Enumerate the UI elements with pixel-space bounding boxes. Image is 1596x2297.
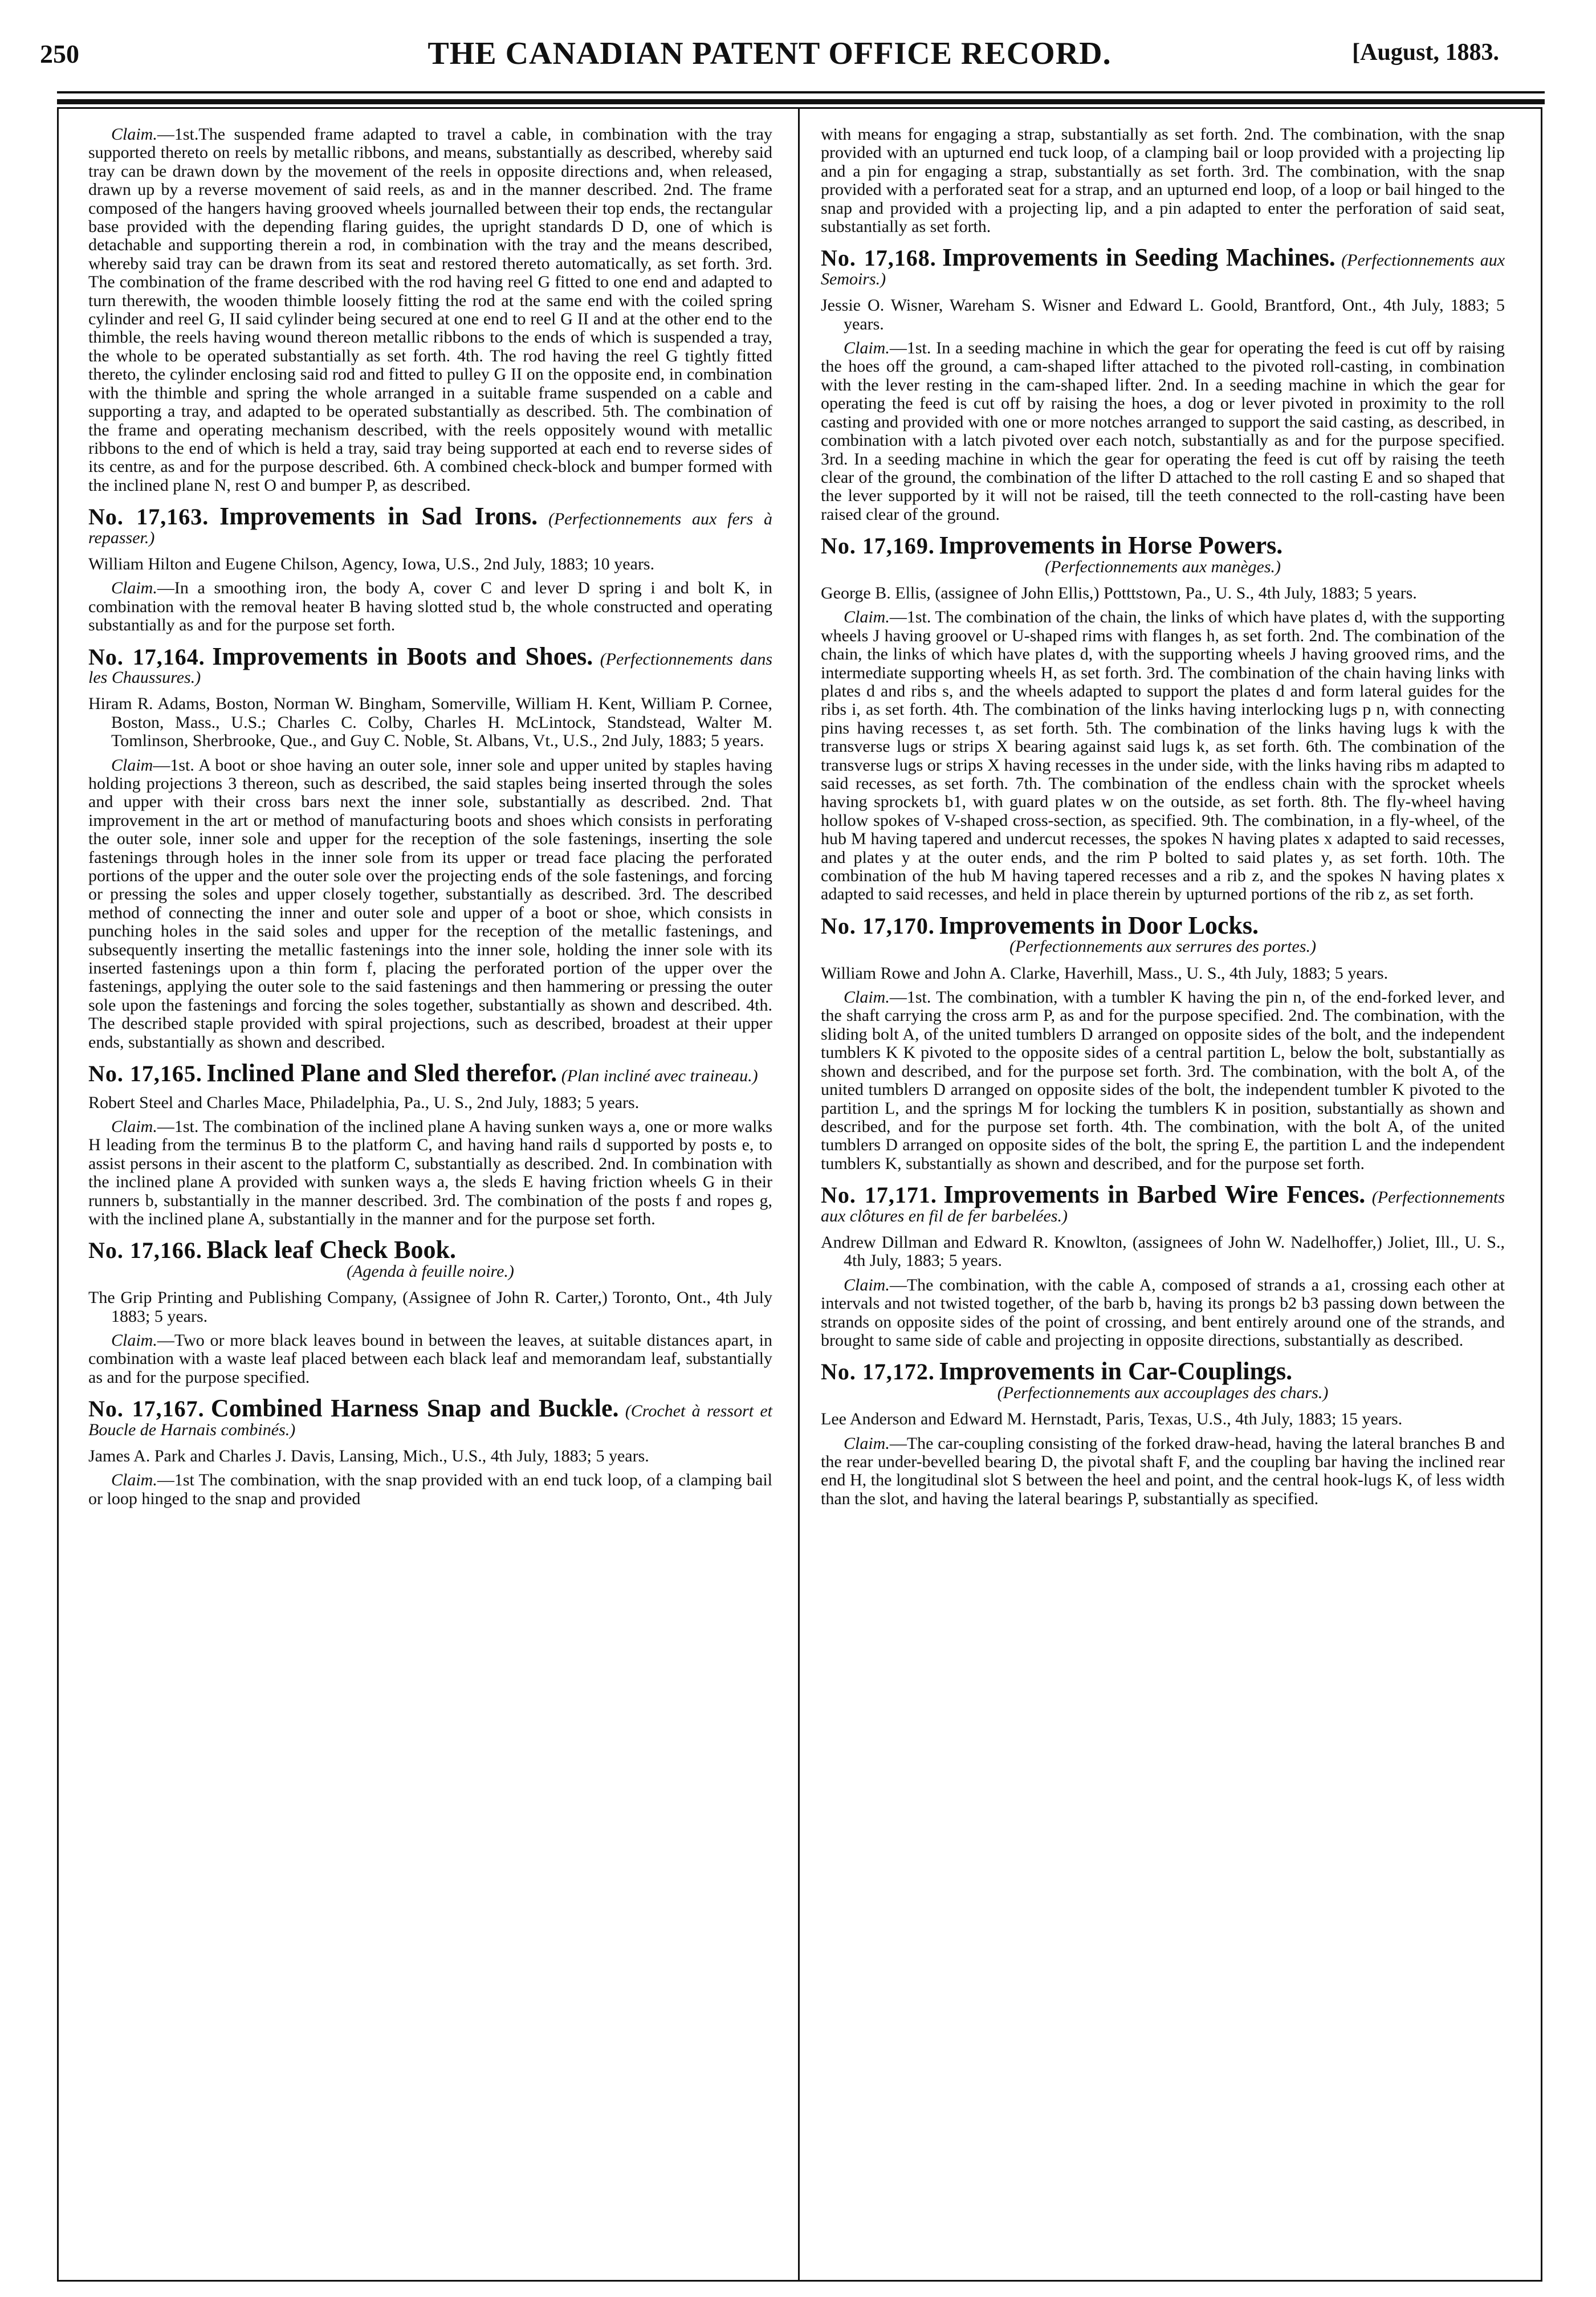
patent-number: No. 17,172.	[821, 1359, 935, 1385]
patent-entry-17170	[821, 911, 1505, 1173]
patent-heading	[821, 911, 1505, 956]
patent-heading	[88, 642, 773, 687]
patent-title: Improvements in Door Locks.	[939, 911, 1259, 939]
patent-claim	[88, 579, 772, 634]
patent-french-title: (Crochet à ressort et Boucle de Harnais combinés.)	[88, 1402, 772, 1439]
patent-entry-17168	[821, 243, 1505, 524]
patent-inventors: William Rowe and John A. Clarke, Haverhill, Mass., U. S., 4th July, 1883; 5 years.	[821, 963, 1389, 983]
patent-french-title: (Agenda à feuille noire.)	[347, 1261, 514, 1281]
patent-claim	[821, 608, 1505, 904]
page-header	[40, 27, 1499, 90]
claim-label: Claim.	[844, 339, 890, 358]
claim-text: —The car-coupling consisting of the forked draw-head, having the lateral branches B and the rear under-bevelled bearing D, the pivotal shaft F, and the coupling bar having the inclined rear end H, the longitudinal slot S between the heel and point, and the central hook-lugs K, of less width than the slot, and having the lateral bearings P, substantially as specified.	[821, 1433, 1505, 1508]
patent-number: No. 17,164.	[88, 644, 205, 670]
claim-text: —1st. The combination of the inclined plane A having sunken ways a, one or more walks H leading from the terminus B to the platform C, and having hand rails d supported by posts e, to assist persons in their ascent to the platform C, substantially as described. 2nd. In combination with the inclined plane A provided with sunken ways a, the sleds E having friction wheels G in their runners b, substantially in the manner described. 3rd. The combination of the posts f and ropes g, with the inclined plane A, substantially in the manner and for the purpose set forth.	[88, 1117, 772, 1228]
right-column	[821, 125, 1505, 1514]
claim-label: Claim.	[844, 988, 890, 1007]
patent-entry-17166	[88, 1236, 772, 1387]
patent-number: No. 17,165.	[88, 1061, 202, 1087]
patent-entry-17167	[88, 1394, 772, 1508]
claim-text: —1st. The combination of the chain, the links of which have plates d, with the supporting wheels J having groovel or U-shaped rims with flanges h, as set forth. 2nd. The combination of the chain, the links of which have plates d, with the supporting wheels J having grooved rims, and the intermediate supporting wheels H, as set forth. 3rd. The combination of the chain having links with plates d and ribs s, and the wheels adapted to support the plates d and form lateral guides for the ribs i, as set forth. 4th. The combination of the links having interlocking lugs p n, with connecting pins having recesses t, as set forth. 5th. The combination of the links having lugs k with the transverse lugs or strips X bearing against said lugs k, as set forth. 6th. The combination of the transverse lugs or strips X having recesses in the under side, with the links having ribs m adapted to said recesses, as set forth. 7th. The combination of the endless chain with the sprocket wheels having sprockets b1, with guard plates w on the outside, as set forth. 8th. The fly-wheel having hollow spokes of V-shaped cross-section, as specified. 9th. The combination, in a fly-wheel, of the hub M having tapered and undercut recesses, the spokes N having plates x adapted to said recesses, and plates y at the outer ends, and the rim P bolted to said plates y, as set forth. 10th. The combination of the hub M having tapered recesses and a rib z, and the spokes N having plates x adapted to said recesses, and held in place therein by upturned portions of the rib z, as set forth.	[821, 608, 1505, 904]
patent-claim	[821, 1276, 1505, 1350]
patent-entry-17169	[821, 531, 1505, 904]
patent-claim	[88, 1118, 772, 1228]
patent-number: No. 17,170.	[821, 913, 935, 939]
claim-label: Claim.	[111, 125, 157, 144]
patent-title: Improvements in Sad Irons.	[219, 502, 538, 531]
patent-heading	[88, 1236, 772, 1281]
patent-claim	[88, 1471, 772, 1508]
patent-french-title: (Perfectionnements aux clôtures en fil de fer barbelées.)	[821, 1188, 1505, 1225]
patent-number: No. 17,168.	[821, 245, 937, 271]
patent-french-title: (Perfectionnements aux Semoirs.)	[821, 251, 1505, 288]
patent-inventors: Andrew Dillman and Edward R. Knowlton, (assignees of John W. Nadelhoffer,) Joliet, Ill., U. S., 4th July, 1883; 5 years.	[821, 1232, 1505, 1270]
claim-text: —1st The combination, with the snap provided with an end tuck loop, of a clamping bail or loop hinged to the snap and provided	[88, 1471, 772, 1508]
patent-claim	[821, 339, 1505, 524]
claim-text: —1st. A boot or shoe having an outer sole, inner sole and upper united by staples having holding projections 3 thereon, such as described, the said staples being inserted through the soles and upper with their cross bars next the inner sole, substantially as described. 2nd. That improvement in the art or method of manufacturing boots and shoes which consists in perforating the outer sole, inner sole and upper for the reception of the sole fastenings, inserting the sole fastenings through holes in the inner sole from its upper or tread face placing the perforated portions of the upper and the outer sole over the projecting ends of the sole fastenings, and forcing or pressing the soles and upper closely together, substantially as described. 3rd. The described method of connecting the inner and outer sole and upper of a boot or shoe, which consists in punching holes in the said soles and upper for the reception of the metallic fastenings, and subsequently inserting the metallic fastenings into the inner sole, holding the inner sole with its inserted fastenings upon a thin form f, placing the perforated portion of the upper over the fastenings, applying the outer sole to the said fastenings and then hammering or pressing the outer sole upon the fastenings and forcing the soles together, substantially as shown and described. 4th. The described staple provided with spiral projections, such as described, broadest at their upper ends, substantially as shown and described.	[88, 755, 772, 1052]
patent-entry-17171	[821, 1180, 1505, 1350]
patent-inventors: Jessie O. Wisner, Wareham S. Wisner and Edward L. Goold, Brantford, Ont., 4th July, 1883; 5 years.	[821, 296, 1505, 333]
patent-title: Improvements in Boots and Shoes.	[212, 642, 593, 670]
patent-french-title: (Perfectionnements aux fers à repasser.)	[88, 510, 773, 547]
claim-label: Claim.	[844, 1433, 890, 1453]
patent-number: No. 17,163.	[88, 504, 209, 530]
publication-title: THE CANADIAN PATENT OFFICE RECORD.	[427, 36, 1112, 71]
patent-inventors: William Hilton and Eugene Chilson, Agency, Iowa, U.S., 2nd July, 1883; 10 years.	[88, 554, 655, 573]
patent-title: Inclined Plane and Sled therefor.	[206, 1059, 557, 1088]
patent-heading	[88, 1394, 772, 1439]
patent-inventors: Lee Anderson and Edward M. Hernstadt, Paris, Texas, U.S., 4th July, 1883; 15 years.	[821, 1410, 1403, 1429]
patent-number: No. 17,171.	[821, 1182, 937, 1208]
patent-heading	[821, 243, 1505, 288]
claim-text: —1st. In a seeding machine in which the gear for operating the feed is cut off by raising the hoes off the ground, a cam-shaped lifter attached to the pivoted roll-casting, in combination with the lever resting in the cam-shaped lifter. 2nd. In a seeding machine in which the gear for operating the feed is cut off by raising the hoes, a dog or lever pivoted in proximity to the roll casting and provided with one or more notches arranged to support the said casting, as described, in combination with a latch pivoted over each notch, substantially as and for the purpose specified. 3rd. In a seeding machine in which the gear for operating the feed is cut off by raising the teeth clear of the ground, the combination of the lifter D attached to the roll casting E and so shaped that the lever supported by it will not be raised, till the teeth connected to the roll-casting have been raised clear of the ground.	[821, 339, 1505, 524]
patent-heading	[88, 502, 773, 547]
patent-entry-17165	[88, 1059, 772, 1228]
patent-inventors: James A. Park and Charles J. Davis, Lansing, Mich., U.S., 4th July, 1883; 5 years.	[88, 1447, 649, 1465]
claim-label: Claim	[111, 755, 153, 775]
left-column	[88, 125, 772, 1514]
claim-label: Claim.	[111, 1330, 157, 1350]
patent-french-title: (Perfectionnements aux manèges.)	[1044, 557, 1281, 576]
column-divider	[798, 107, 800, 2282]
patent-entry-17163	[88, 502, 773, 635]
patent-claim	[821, 988, 1505, 1173]
patent-french-title: (Perfectionnements dans les Chaussures.)	[88, 649, 773, 687]
intro-claim	[88, 125, 772, 495]
patent-claim	[88, 756, 772, 1052]
patent-title: Improvements in Horse Powers.	[939, 531, 1283, 560]
patent-french-title: (Plan incliné avec traineau.)	[561, 1066, 758, 1086]
patent-inventors: Robert Steel and Charles Mace, Philadelphia, Pa., U. S., 2nd July, 1883; 5 years.	[88, 1093, 640, 1112]
continued-claim-text: with means for engaging a strap, substantially as set forth. 2nd. The combination, with the snap provided with an upturned end tuck loop, of a clamping bail or loop provided with a projecting lip and a pin for engaging a strap, substantially as set forth. 3rd. The combination, with the snap provided with a perforated seat for a strap, and an upturned end loop, of a loop or bail hinged to the snap and provided with a projecting lip, and a pin adapted to enter the perforation of said seat, substantially as set forth.	[821, 125, 1505, 237]
patent-french-title: (Perfectionnements aux serrures des portes.)	[1009, 937, 1316, 956]
patent-title: Improvements in Seeding Machines.	[942, 243, 1336, 272]
patent-title: Improvements in Barbed Wire Fences.	[943, 1180, 1366, 1209]
claim-text: —Two or more black leaves bound in between the leaves, at suitable distances apart, in combination with a waste leaf placed between each black leaf and memorandam leaf, substantially as and for the purpose specified.	[88, 1330, 772, 1387]
patent-number: No. 17,166.	[88, 1237, 202, 1264]
patent-claim	[821, 1435, 1505, 1509]
claim-text: —1st.The suspended frame adapted to travel a cable, in combination with the tray supported thereto on reels by metallic ribbons, and means, substantially as described, whereby said tray can be drawn down by the movement of the reels in opposite directions and, when released, drawn up by a reverse movement of said reels, as and in the manner described. 2nd. The frame composed of the hangers having grooved wheels journalled between their top ends, the rectangular base provided with the depending flaring guides, the upright standards D D, one of which is detachable and supporting therein a rod, in combination with the tray and the means described, whereby said tray can be drawn from its seat and restored thereto automatically, as set forth. 3rd. The combination of the frame described with the rod having reel G fitted to one end and adapted to turn therewith, the wooden thimble loosely fitting the rod at the same end with the coiled spring cylinder and reel G, II said cylinder being secured at one end to reel G II and at the other end to the thimble, the reels having wound thereon metallic ribbons to the ends of which is suspended a tray, the whole to be operated substantially as set forth. 4th. The rod having the reel G tightly fitted thereto, the cylinder enclosing said rod and fitted to pulley G II on the opposite end, in combination with the thimble and spring the whole arranged in a suitable frame suspended on a cable and supporting a tray, and adapted to be operated substantially as described. 5th. The combination of the frame and operating mechanism described, with the reels oppositely wound with metallic ribbons to the end of which is held a tray, said tray being supported at each end to reverse sides of its centre, as and for the purpose described. 6th. A combined check-block and bumper formed with the inclined plane N, rest O and bumper P, as described.	[88, 125, 772, 495]
claim-text: —The combination, with the cable A, composed of strands a a1, crossing each other at intervals and not twisted together, of the barb b, having its prongs b2 b3 passing down between the strands on opposite sides of the point of crossing, and bent entirely around one of the strands, and brought to same side of cable and projecting in opposite directions, substantially as described.	[821, 1275, 1505, 1350]
patent-french-title: (Perfectionnements aux accouplages des chars.)	[997, 1383, 1329, 1402]
claim-label: Claim.	[111, 579, 157, 598]
claim-label: Claim.	[111, 1471, 157, 1490]
patent-number: No. 17,169.	[821, 533, 935, 559]
patent-heading	[821, 531, 1505, 576]
patent-entry-17172	[821, 1357, 1505, 1508]
page-number: 250	[40, 39, 79, 68]
patent-heading	[88, 1059, 772, 1088]
patent-number: No. 17,167.	[88, 1396, 205, 1422]
patent-claim	[88, 1331, 772, 1387]
patent-entry-17164	[88, 642, 773, 1052]
patent-heading	[821, 1357, 1505, 1402]
patent-inventors: Hiram R. Adams, Boston, Norman W. Bingham, Somerville, William H. Kent, William P. Cornee, Boston, Mass., U.S.; Charles C. Colby, Charles H. McLintock, Standstead, Walter M. Tomlinson, Sherbrooke, Que., and Guy C. Noble, St. Albans, Vt., U.S., 2nd July, 1883; 5 years.	[88, 694, 772, 751]
header-rule-thin	[57, 91, 1545, 93]
patent-heading	[821, 1180, 1505, 1225]
patent-title: Black leaf Check Book.	[206, 1236, 456, 1264]
patent-title: Combined Harness Snap and Buckle.	[210, 1394, 619, 1423]
patent-inventors: George B. Ellis, (assignee of John Ellis,) Potttstown, Pa., U. S., 4th July, 1883; 5 years.	[821, 583, 1417, 602]
patent-inventors: The Grip Printing and Publishing Company, (Assignee of John R. Carter,) Toronto, Ont., 4th July 1883; 5 years.	[88, 1288, 772, 1326]
header-rule-thick	[57, 99, 1545, 104]
claim-label: Claim.	[844, 1275, 890, 1294]
issue-date: [August, 1883.	[1352, 39, 1499, 66]
patent-title: Improvements in Car-Couplings.	[939, 1357, 1293, 1386]
claim-text: —In a smoothing iron, the body A, cover C and lever D spring i and bolt K, in combination with the removal heater B having slotted stud b, the whole constructed and operating substantially as and for the purpose set forth.	[88, 579, 772, 635]
claim-label: Claim.	[111, 1117, 157, 1136]
claim-label: Claim.	[844, 608, 890, 627]
claim-text: —1st. The combination, with a tumbler K having the pin n, of the end-forked lever, and the shaft carrying the cross arm P, as and for the purpose specified. 2nd. The combination, with the sliding bolt A, of the united tumblers D arranged on opposite sides of the bolt, and the independent tumblers K K pivoted to the opposite sides of a central partition L, below the bolt, substantially as shown and described, and for the purpose set forth. 3rd. The combination, with the bolt A, of the united tumblers D arranged on opposite sides of the bolt, the independent tumbler K pivoted to the partition L, and the springs M for locking the tumblers K in position, substantially as shown and described, and for the purpose set forth. 4th. The combination, with the bolt A, of the united tumblers D arranged on opposite sides of the bolt, the spring E, the partition L and the independent tumblers K, substantially as shown and described, and for the purpose set forth.	[821, 988, 1505, 1173]
